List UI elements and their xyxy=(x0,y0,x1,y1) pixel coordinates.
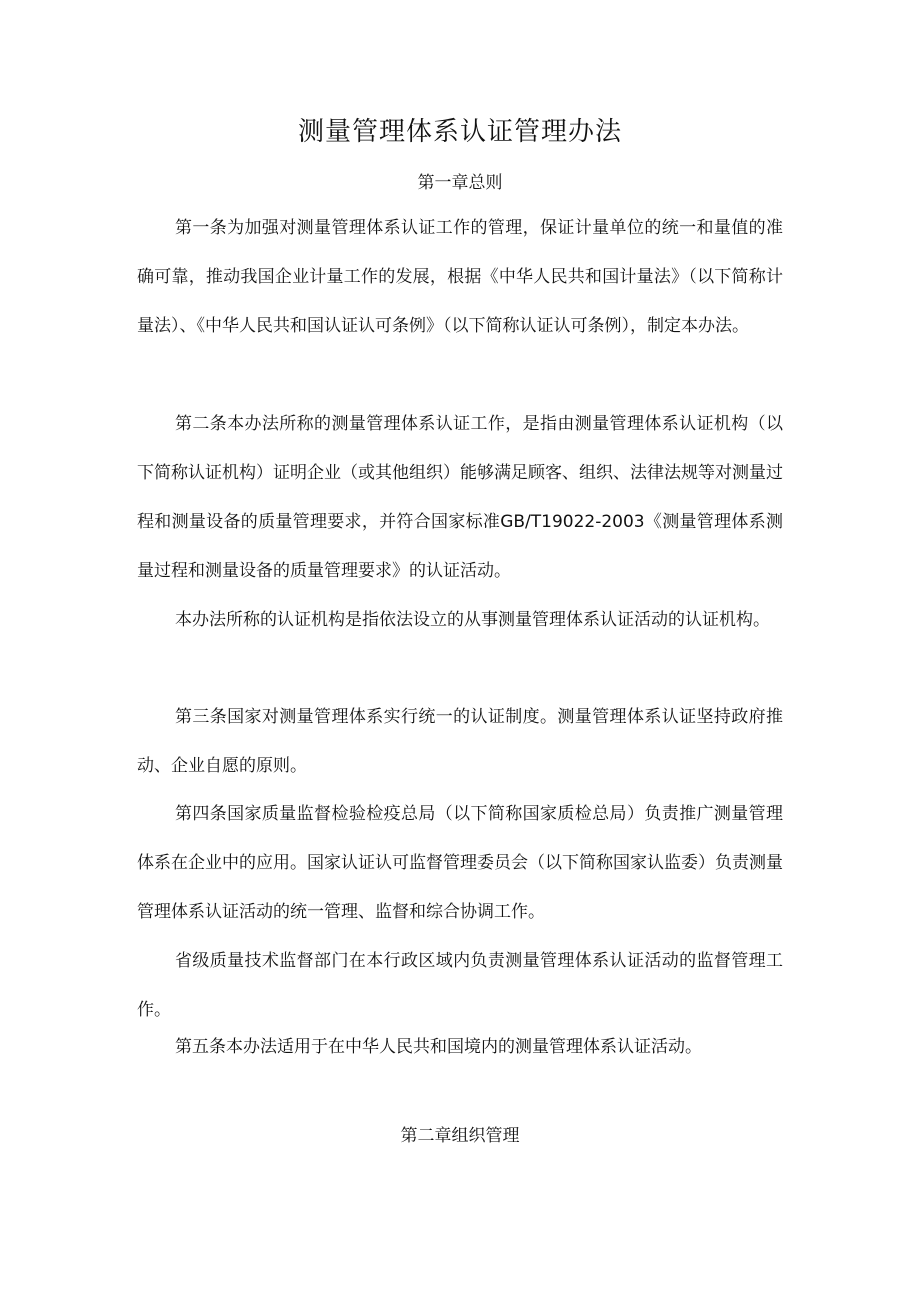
chapter-heading-2: 第二章组织管理 xyxy=(400,1126,520,1146)
paragraph-article-5: 第五条本办法适用于在中华人民共和国境内的测量管理体系认证活动。 xyxy=(175,1037,702,1057)
chapter-heading-1: 第一章总则 xyxy=(417,173,503,193)
document-title: 测量管理体系认证管理办法 xyxy=(297,117,622,147)
paragraph-article-4: 第四条国家质量监督检验检疫总局（以下简称国家质检总局）负责推广测量管理体系在企业中的应用。国家认证认可监督管理委员会（以下简称国家认监委）负责测量管理体系认证活动的统一管理、监督和综合协调工作。 xyxy=(137,804,783,922)
paragraph-article-2: 第二条本办法所称的测量管理体系认证工作，是指由测量管理体系认证机构（以下简称认证机构）证明企业（或其他组织）能够满足顾客、组织、法律法规等对测量过程和测量设备的质量管理要求，并符合国家标准GB/T19022-2003《测量管理体系测量过程和测量设备的质量管理要求》的认证活动。 xyxy=(137,414,783,581)
paragraph-provincial-supervision: 省级质量技术监督部门在本行政区域内负责测量管理体系认证活动的监督管理工作。 xyxy=(137,951,783,1020)
paragraph-certification-body: 本办法所称的认证机构是指依法设立的从事测量管理体系认证活动的认证机构。 xyxy=(175,610,770,630)
paragraph-article-3: 第三条国家对测量管理体系实行统一的认证制度。测量管理体系认证坚持政府推动、企业自愿的原则。 xyxy=(137,707,783,776)
paragraph-article-1: 第一条为加强对测量管理体系认证工作的管理，保证计量单位的统一和量值的准确可靠，推动我国企业计量工作的发展，根据《中华人民共和国计量法》（以下简称计量法）、《中华人民共和国认证认可条例》（以下简称认证认可条例），制定本办法。 xyxy=(137,218,783,336)
